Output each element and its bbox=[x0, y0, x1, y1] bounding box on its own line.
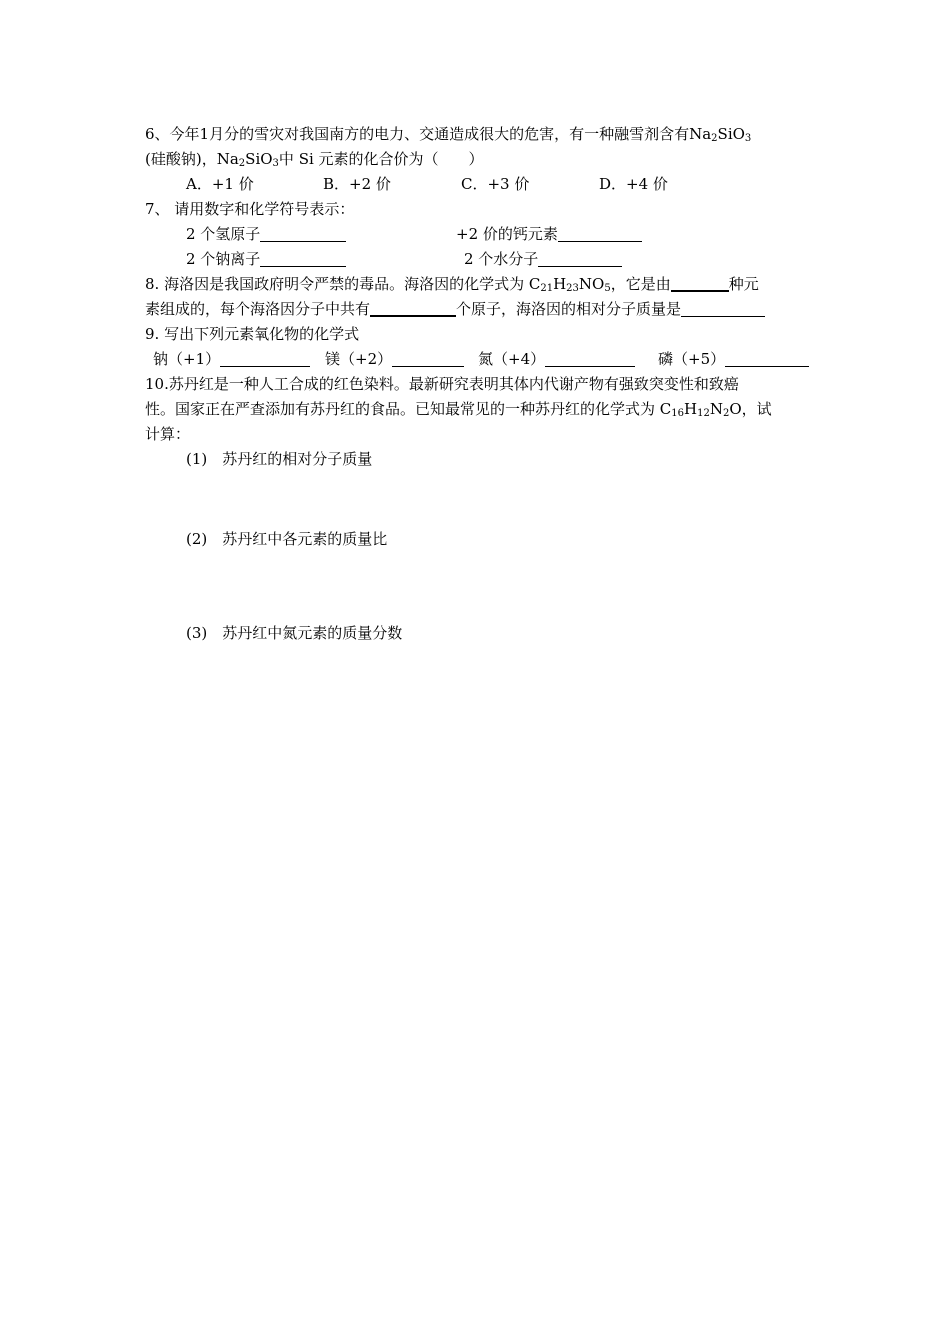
q8-element-count-blank[interactable] bbox=[671, 274, 729, 292]
q7-row1 bbox=[145, 222, 810, 247]
q9-row bbox=[145, 347, 810, 372]
q8-molecular-mass-blank[interactable] bbox=[681, 300, 765, 317]
q7-item-3-blank[interactable] bbox=[260, 250, 346, 267]
q10-line1: 10.苏丹红是一种人工合成的红色染料。最新研究表明其体内代谢产物有强致突变性和致癌 bbox=[145, 375, 739, 393]
q7-row2 bbox=[145, 247, 810, 272]
q10-sub-2: (2) 苏丹红中各元素的质量比 bbox=[186, 530, 388, 548]
q10-sub-3: (3) 苏丹红中氮元素的质量分数 bbox=[186, 624, 403, 642]
q6-line1: 6、今年1月分的雪灾对我国南方的电力、交通造成很大的危害，有一种融雪剂含有$Na_2SiO_3$ bbox=[145, 125, 752, 144]
q7-item-2-label: +2 价的钙元素 bbox=[456, 225, 558, 243]
q7-item-4-blank[interactable] bbox=[538, 250, 622, 267]
q9-phosphorus-blank[interactable] bbox=[725, 350, 809, 367]
q8-atom-count-blank[interactable] bbox=[370, 299, 456, 317]
worksheet bbox=[145, 122, 810, 646]
q6-option-a[interactable]: A．+1 价 bbox=[186, 175, 254, 193]
q7-item-4-label: 2 个水分子 bbox=[464, 250, 539, 268]
q6-line2: (硅酸钠)，$Na_2SiO_3$中 Si 元素的化合价为（ ） bbox=[145, 150, 484, 169]
q9-item-nitrogen: 氮（+4） bbox=[478, 350, 546, 368]
q9-magnesium-blank[interactable] bbox=[392, 350, 464, 367]
q7-item-2-blank[interactable] bbox=[558, 225, 642, 242]
q9-title: 9. 写出下列元素氧化物的化学式 bbox=[145, 325, 360, 343]
q7-title: 7、 请用数字和化学符号表示： bbox=[145, 200, 355, 218]
q6-options bbox=[145, 172, 810, 197]
q7-item-3-label: 2 个钠离子 bbox=[186, 250, 261, 268]
q7-item-1-blank[interactable] bbox=[260, 225, 346, 242]
q9-nitrogen-blank[interactable] bbox=[545, 350, 635, 367]
q9-item-magnesium: 镁（+2） bbox=[325, 350, 393, 368]
q8-line2: 素组成的，每个海洛因分子中共有 个原子，海洛因的相对分子质量是 bbox=[145, 297, 810, 322]
q9-item-sodium: 钠（+1） bbox=[153, 350, 221, 368]
q7-item-1-label: 2 个氢原子 bbox=[186, 225, 261, 243]
q6-formula: $Na_2SiO_3$ bbox=[689, 125, 752, 144]
q9-item-phosphorus: 磷（+5） bbox=[658, 350, 726, 368]
q10-line2: 性。国家正在严查添加有苏丹红的食品。已知最常见的一种苏丹红的化学式为 $C_{16}H_{12}N_2O$，试 bbox=[145, 400, 772, 419]
q9-sodium-blank[interactable] bbox=[220, 350, 310, 367]
q8-line1: 8. 海洛因是我国政府明令严禁的毒品。海洛因的化学式为 $C_{21}H_{23}NO_5$，它是由 种元 bbox=[145, 275, 759, 294]
q10-line3: 计算： bbox=[145, 425, 191, 443]
q6-formula-repeat: $Na_2SiO_3$ bbox=[216, 150, 279, 169]
q6-option-c[interactable]: C．+3 价 bbox=[461, 175, 530, 193]
q6-option-d[interactable]: D．+4 价 bbox=[599, 175, 668, 193]
q10-sub-1: (1) 苏丹红的相对分子质量 bbox=[186, 450, 373, 468]
q6-option-b[interactable]: B．+2 价 bbox=[323, 175, 391, 193]
